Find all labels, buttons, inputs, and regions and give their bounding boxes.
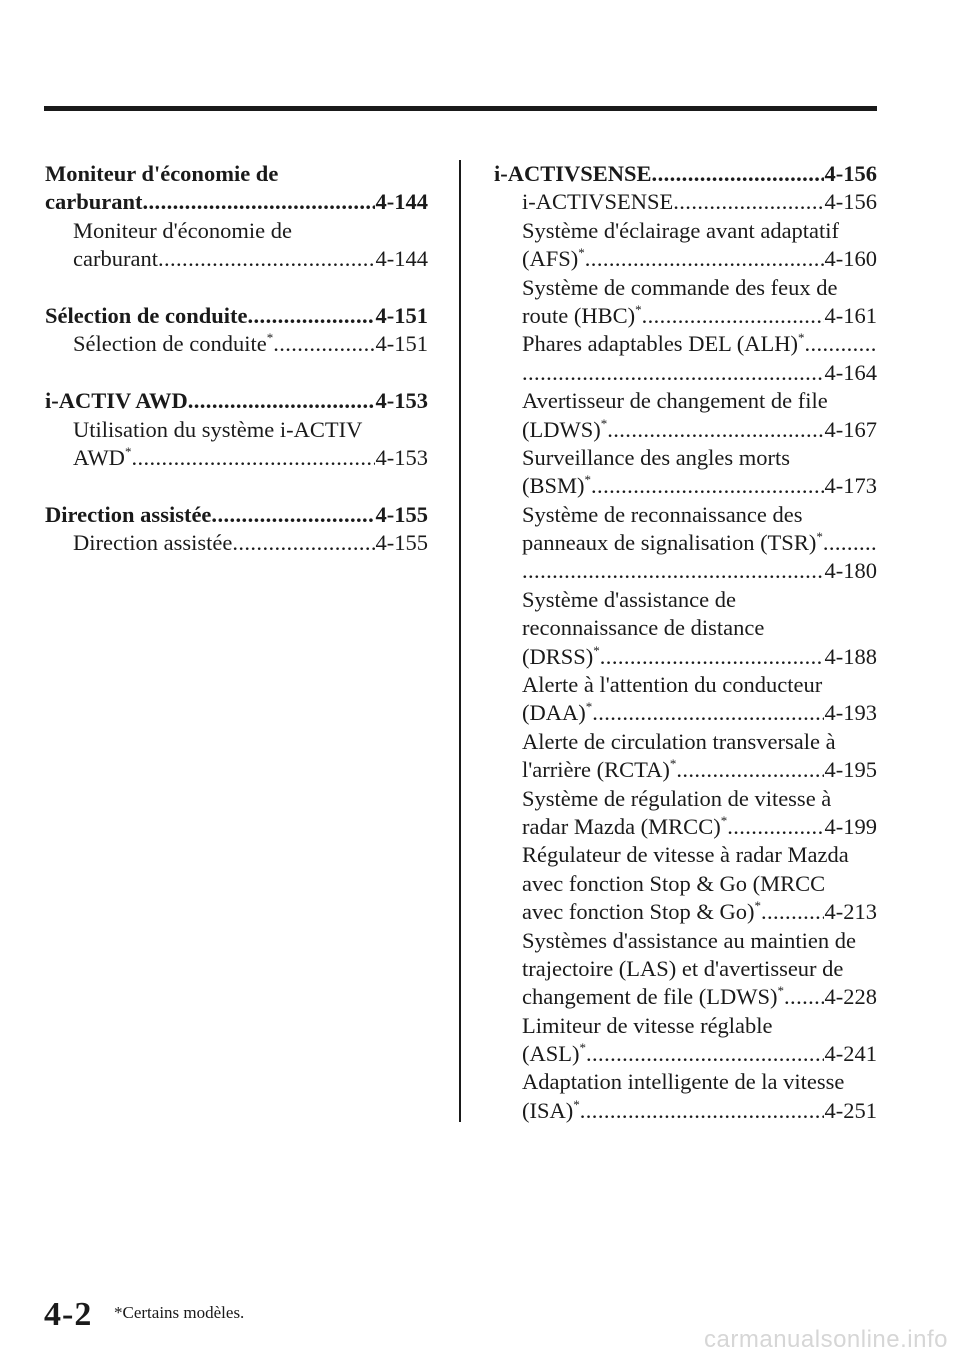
leader-dots	[143, 188, 375, 216]
toc-entry[interactable]: panneaux de signalisation (TSR)* .....	[494, 529, 877, 557]
toc-section-title[interactable]: Moniteur d'économie de	[45, 160, 279, 186]
asterisk-mark: *	[124, 443, 132, 459]
leader-dots	[600, 643, 824, 671]
leader-dots	[248, 302, 375, 330]
toc-entry[interactable]: Moniteur d'économie de	[73, 217, 292, 243]
toc-entry[interactable]: Alerte de circulation transversale à	[522, 728, 836, 754]
leader-dots	[585, 245, 824, 273]
footnote: *Certains modèles.	[114, 1303, 245, 1322]
toc-left-column	[45, 160, 428, 557]
leader-dots	[652, 160, 824, 188]
toc-entry[interactable]: reconnaissance de distance	[522, 615, 765, 641]
toc-entry[interactable]: route (HBC)* ..... 4-161	[494, 302, 877, 330]
leader-dots	[784, 983, 823, 1011]
toc-entry[interactable]: (ASL)* ..... 4-241	[494, 1040, 877, 1068]
asterisk-mark: *	[816, 529, 823, 545]
toc-section-title[interactable]: i-ACTIV AWD ..... 4-153	[45, 387, 428, 415]
toc-entry[interactable]: Alerte à l'attention du conducteur	[522, 672, 823, 698]
leader-dots	[676, 756, 823, 784]
toc-entry[interactable]: Avertisseur de changement de file	[522, 388, 828, 414]
leader-dots	[591, 472, 823, 500]
toc-entry[interactable]: (ISA)* ..... 4-251	[494, 1097, 877, 1125]
asterisk-mark: *	[635, 301, 642, 317]
toc-entry[interactable]: Phares adaptables DEL (ALH)* .....	[494, 330, 877, 358]
leader-dots	[211, 501, 374, 529]
leader-dots	[642, 302, 824, 330]
leader-dots	[580, 1097, 824, 1125]
toc-entry[interactable]: (DRSS)* ..... 4-188	[494, 643, 877, 671]
toc-entry[interactable]: Système de commande des feux de	[522, 274, 838, 300]
asterisk-mark: *	[584, 472, 592, 488]
asterisk-mark: *	[579, 1040, 586, 1056]
toc-right-column	[494, 160, 877, 1125]
asterisk-mark: *	[754, 898, 761, 914]
toc-entry[interactable]: (BSM)* ..... 4-173	[494, 472, 877, 500]
leader-dots	[727, 813, 823, 841]
asterisk-mark: *	[797, 330, 805, 346]
leader-dots	[522, 557, 824, 585]
leader-dots	[586, 1040, 824, 1068]
asterisk-mark: *	[777, 983, 785, 999]
leader-dots	[761, 898, 824, 926]
toc-entry[interactable]: trajectoire (LAS) et d'avertisseur de	[522, 955, 844, 981]
asterisk-mark: *	[114, 1303, 123, 1322]
toc-entry[interactable]: Régulateur de vitesse à radar Mazda	[522, 842, 849, 868]
leader-dots	[131, 444, 374, 472]
toc-entry[interactable]: carburant ..... 4-144	[45, 245, 428, 273]
toc-entry[interactable]: Adaptation intelligente de la vitesse	[522, 1069, 845, 1095]
toc-entry[interactable]: Limiteur de vitesse réglable	[522, 1012, 773, 1038]
leader-dots	[522, 359, 824, 387]
asterisk-mark: *	[720, 812, 728, 828]
toc-entry[interactable]: AWD* ..... 4-153	[45, 444, 428, 472]
toc-entry[interactable]: Sélection de conduite* ..... 4-151	[45, 330, 428, 358]
toc-entry[interactable]: avec fonction Stop & Go)* ..... 4-213	[494, 898, 877, 926]
toc-entry[interactable]: Utilisation du système i-ACTIV	[73, 416, 363, 442]
watermark: carmanualsonline.info	[704, 1326, 948, 1353]
leader-dots	[232, 529, 374, 557]
toc-entry[interactable]: Surveillance des angles morts	[522, 444, 791, 470]
toc-entry[interactable]: Système de régulation de vitesse à	[522, 785, 832, 811]
toc-entry[interactable]: (DAA)* ..... 4-193	[494, 699, 877, 727]
toc-section-title[interactable]: i-ACTIVSENSE ..... 4-156	[494, 160, 877, 188]
toc-section-title[interactable]: carburant ..... 4-144	[45, 188, 428, 216]
toc-entry[interactable]: ..... 4-164	[494, 359, 877, 387]
asterisk-mark: *	[600, 415, 608, 431]
page-number: 4-2	[44, 1296, 93, 1333]
toc-entry[interactable]: Système d'assistance de	[522, 586, 737, 612]
asterisk-mark: *	[578, 245, 585, 261]
toc-entry-list	[494, 188, 877, 1125]
toc-entry[interactable]: Système de reconnaissance des	[522, 501, 803, 527]
leader-dots	[607, 416, 823, 444]
toc-entry[interactable]: (AFS)* ..... 4-160	[494, 245, 877, 273]
toc-entry[interactable]: i-ACTIVSENSE ..... 4-156	[494, 188, 877, 216]
leader-dots	[592, 699, 823, 727]
header-rule	[44, 106, 877, 111]
toc-entry[interactable]: avec fonction Stop & Go (MRCC	[522, 870, 826, 896]
toc-entry[interactable]: ..... 4-180	[494, 557, 877, 585]
leader-dots	[673, 188, 823, 216]
leader-dots	[273, 330, 374, 358]
toc-entry[interactable]: Systèmes d'assistance au maintien de	[522, 927, 856, 953]
toc-section-title[interactable]: Sélection de conduite ..... 4-151	[45, 302, 428, 330]
leader-dots	[158, 245, 375, 273]
column-divider	[459, 160, 461, 1122]
toc-section-title[interactable]: Direction assistée ..... 4-155	[45, 501, 428, 529]
toc-entry[interactable]: radar Mazda (MRCC)* ..... 4-199	[494, 813, 877, 841]
leader-dots	[823, 529, 877, 557]
leader-dots	[188, 387, 375, 415]
toc-entry[interactable]: l'arrière (RCTA)* ..... 4-195	[494, 756, 877, 784]
asterisk-mark: *	[266, 330, 274, 346]
toc-entry[interactable]: changement de file (LDWS)* ..... 4-228	[494, 983, 877, 1011]
asterisk-mark: *	[573, 1096, 580, 1112]
leader-dots	[804, 330, 877, 358]
asterisk-mark: *	[669, 756, 677, 772]
asterisk-mark: *	[593, 642, 600, 658]
toc-entry[interactable]: (LDWS)* ..... 4-167	[494, 416, 877, 444]
toc-entry[interactable]: Système d'éclairage avant adaptatif	[522, 217, 840, 243]
toc-entry[interactable]: Direction assistée ..... 4-155	[45, 529, 428, 557]
asterisk-mark: *	[585, 699, 593, 715]
